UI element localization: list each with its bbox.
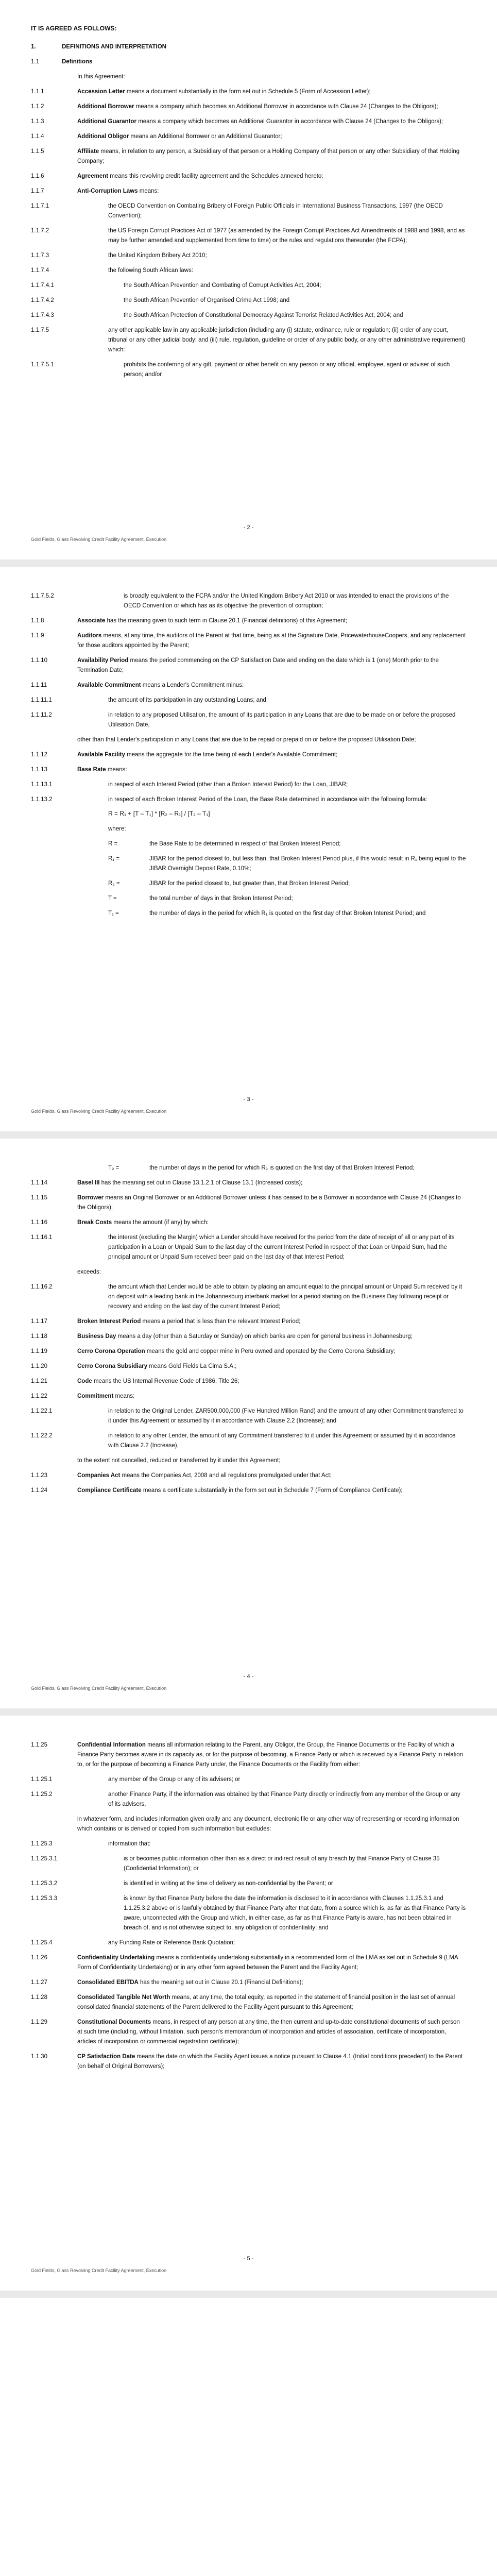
definition-anti-corruption-laws: 1.1.7 Anti-Corruption Laws means: — [31, 188, 159, 194]
clause-1-1-heading: 1.1 Definitions — [31, 59, 93, 65]
subclause-1-1-7-5-1: 1.1.7.5.1 prohibits the conferring of any gift, payment or other benefit on any person or any official, employee, agent or adviser of such person; and/or — [31, 362, 450, 378]
base-rate-formula: R = R₁ + [T – T₁] * [R₂ – R₁] / [T₂ – T₁] — [108, 810, 210, 817]
definition-base-rate: 1.1.13 Base Rate means: — [31, 767, 127, 773]
subclause-1-1-7-1: 1.1.7.1 the OECD Convention on Combating Bribery of Foreign Public Officials in International Business Transactions, 1997 (the OECD Convention); — [31, 203, 443, 219]
definition-cerro-corona-subsidiary: 1.1.20 Cerro Corona Subsidiary means Gold Fields La Cima S.A.; — [31, 1363, 237, 1369]
definition-associate: 1.1.8 Associate has the meaning given to such term in Clause 20.1 (Financial definitions) of this Agreement; — [31, 618, 348, 624]
formula-variable-r2: R₂ = JIBAR for the period closest to, but greater than, that Broken Interest Period; — [108, 880, 350, 887]
page-number: - 3 - — [243, 1096, 254, 1103]
subclause-1-1-7-5: 1.1.7.5 any other applicable law in any applicable jurisdiction (including any (i) statute, ordinance, rule or regulation; (ii) order of any court, tribunal or any other judicial body; and (iii) rule, regulation, guideline or order of any public body, or any other administrative requirement) which: — [31, 327, 466, 353]
where-label: where: — [108, 826, 126, 832]
definition-available-commitment: 1.1.11 Available Commitment means a Lender's Commitment minus: — [31, 682, 244, 688]
definition-auditors: 1.1.9 Auditors means, at any time, the auditors of the Parent at that time, being as at the Signature Date, PricewaterhouseCoopers, and any replacement for those auditors appointed by the Parent; — [31, 633, 466, 649]
definition-broken-interest-period: 1.1.17 Broken Interest Period means a period that is less than the relevant Interest Period; — [31, 1318, 301, 1325]
definition-accession-letter: 1.1.1 Accession Letter means a document substantially in the form set out in Schedule 5 (Form of Accession Letter); — [31, 89, 371, 95]
confidential-information-mid: in whatever form, and includes information given orally and any document, electronic file or any other way of representing or recording information which contains or is derived or copied from such information but excludes: — [77, 1816, 459, 1832]
subclause-1-1-25-2: 1.1.25.2 another Finance Party, if the information was obtained by that Finance Party directly or indirectly from any member of the Group or any of its advisers, — [31, 1791, 460, 1807]
definition-companies-act: 1.1.23 Companies Act means the Companies Act, 2008 and all regulations promulgated under that Act; — [31, 1472, 332, 1479]
document-page-4 — [0, 1716, 497, 2298]
subclause-1-1-16-1: 1.1.16.1 the interest (excluding the Margin) which a Lender should have received for the period from the date of receipt of all or any part of its participation in a Loan or Unpaid Sum to the last day of the current Interest Period in respect of that Loan or Unpaid Sum, had the principal amount or Unpaid Sum received been paid on the last day of that Interest Period; — [31, 1234, 455, 1260]
subclause-1-1-25-3-2: 1.1.25.3.2 is identified in writing at the time of delivery as non-confidential by the Parent; or — [31, 1880, 333, 1887]
definition-consolidated-ebitda: 1.1.27 Consolidated EBITDA has the meaning set out in Clause 20.1 (Financial Definitions); — [31, 1979, 303, 1986]
section-1-heading: 1. DEFINITIONS AND INTERPRETATION — [31, 44, 166, 50]
page-footer: Gold Fields, Glass Revolving Credit Facility Agreement, Execution — [31, 2268, 167, 2273]
exceeds-label: exceeds: — [77, 1269, 101, 1275]
subclause-1-1-13-2: 1.1.13.2 in respect of each Broken Interest Period of the Loan, the Base Rate determined in accordance with the following formula: — [31, 796, 427, 803]
definition-available-facility: 1.1.12 Available Facility means the aggregate for the time being of each Lender's Available Commitment; — [31, 752, 338, 758]
subclause-1-1-7-3: 1.1.7.3 the United Kingdom Bribery Act 2010; — [31, 252, 207, 259]
formula-variable-r: R = the Base Rate to be determined in respect of that Broken Interest Period; — [108, 841, 341, 847]
subclause-1-1-25-3-3: 1.1.25.3.3 is known by that Finance Party before the date the information is disclosed to it in accordance with Clauses 1.1.25.3.1 and 1.1.25.3.2 above or is lawfully obtained by that Finance Party after that date, from a source which is, as far as that Finance Party is aware, unconnected with the Group and which, in either case, as far as that Finance Party is aware, has not been obtained in breach of, and is not otherwise subject to, any obligation of confidentiality; and — [31, 1895, 466, 1931]
subclause-1-1-11-1: 1.1.11.1 the amount of its participation in any outstanding Loans; and — [31, 697, 266, 703]
subclause-1-1-7-4-2: 1.1.7.4.2 the South African Prevention of Organised Crime Act 1998; and — [31, 297, 290, 303]
definition-additional-guarantor: 1.1.3 Additional Guarantor means a company which becomes an Additional Guarantor in accordance with Clause 24 (Changes to the Obligors); — [31, 118, 443, 125]
definition-additional-obligor: 1.1.4 Additional Obligor means an Additional Borrower or an Additional Guarantor; — [31, 133, 282, 140]
definition-availability-period: 1.1.10 Availability Period means the period commencing on the CP Satisfaction Date and ending on the date which is 1 (one) Month prior to the Termination Date; — [31, 657, 439, 673]
subclause-1-1-25-3: 1.1.25.3 information that: — [31, 1841, 151, 1847]
definitions-intro: In this Agreement: — [77, 74, 125, 80]
definition-additional-borrower: 1.1.2 Additional Borrower means a company which becomes an Additional Borrower in accordance with Clause 24 (Changes to the Obligors); — [31, 104, 438, 110]
subclause-1-1-11-2: 1.1.11.2 in relation to any proposed Utilisation, the amount of its participation in any Loans that are due to be made on or before the proposed Utilisation Date, — [31, 712, 456, 728]
formula-variable-t: T = the total number of days in that Broken Interest Period; — [108, 895, 293, 902]
document-page-5-continuation — [0, 2298, 497, 2576]
subclause-1-1-7-4: 1.1.7.4 the following South African laws: — [31, 267, 193, 274]
subclause-1-1-16-2: 1.1.16.2 the amount which that Lender would be able to obtain by placing an amount equal to the principal amount or Unpaid Sum received by it on deposit with a leading bank in the Johannesburg interbank market for a period starting on the Business Day following receipt or recovery and ending on the last day of the current Interest Period; — [31, 1284, 462, 1310]
subclause-1-1-25-3-1: 1.1.25.3.1 is or becomes public information other than as a direct or indirect result of any breach by that Finance Party of Clause 35 (Confidential Information); or — [31, 1856, 440, 1872]
page-number: - 4 - — [243, 1673, 254, 1680]
definition-basel-iii: 1.1.14 Basel III has the meaning set out in Clause 13.1.2.1 of Clause 13.1 (Increased costs); — [31, 1180, 303, 1186]
definition-agreement: 1.1.6 Agreement means this revolving credit facility agreement and the Schedules annexed hereto; — [31, 173, 323, 179]
available-commitment-tail: other than that Lender's participation in any Loans that are due to be repaid or prepaid on or before the proposed Utilisation Date; — [77, 737, 416, 743]
subclause-1-1-25-1: 1.1.25.1 any member of the Group or any of its advisers; or — [31, 1776, 241, 1783]
subclause-1-1-13-1: 1.1.13.1 in respect of each Interest Period (other than a Broken Interest Period) for the Loan, JIBAR; — [31, 782, 348, 788]
definition-break-costs: 1.1.16 Break Costs means the amount (if any) by which: — [31, 1219, 209, 1226]
document-page-3 — [0, 1139, 497, 1716]
document-page-1 — [0, 0, 497, 567]
subclause-1-1-25-4: 1.1.25.4 any Funding Rate or Reference Bank Quotation; — [31, 1940, 235, 1946]
subclause-1-1-22-1: 1.1.22.1 in relation to the Original Lender, ZAR500,000,000 (Five Hundred Million Rand) and the amount of any other Commitment transferred to it under this Agreement or assumed by it in accordance with Clause 2.2 (Increase); and — [31, 1408, 464, 1424]
formula-variable-r1: R₁ = JIBAR for the period closest to, but less than, that Broken Interest Period plus, if this would result in R₁ being equal to the JIBAR Overnight Deposit Rate, 0.10%; — [108, 856, 466, 872]
definition-cp-satisfaction-date: 1.1.30 CP Satisfaction Date means the date on which the Facility Agent issues a notice pursuant to Clause 4.1 (Initial conditions precedent) to the Parent (on behalf of Original Borrowers); — [31, 2054, 463, 2070]
formula-variable-t2: T₂ = the number of days in the period for which R₂ is quoted on the first day of that Broken Interest Period; — [108, 1165, 415, 1171]
page-footer: Gold Fields, Glass Revolving Credit Facility Agreement, Execution — [31, 1109, 167, 1114]
page-footer: Gold Fields, Glass Revolving Credit Facility Agreement, Execution — [31, 1686, 167, 1691]
definition-consolidated-tangible-net-worth: 1.1.28 Consolidated Tangible Net Worth means, at any time, the total equity, as reported in the statement of financial position in the last set of annual consolidated financial statements of the Parent delivered to the Facility Agent pursuant to this Agreement; — [31, 1994, 455, 2010]
definition-affiliate: 1.1.5 Affiliate means, in relation to any person, a Subsidiary of that person or a Holding Company of that person or any other Subsidiary of that Holding Company; — [31, 148, 460, 164]
subclause-1-1-7-4-1: 1.1.7.4.1 the South African Prevention and Combating of Corrupt Activities Act, 2004; — [31, 282, 321, 289]
subclause-1-1-7-2: 1.1.7.2 the US Foreign Corrupt Practices Act of 1977 (as amended by the Foreign Corrupt Practices Act Amendments of 1988 and 1998, and as may be further amended and supplemented from time to time) or the rules and regulations thereunder (the FCPA); — [31, 228, 465, 244]
definition-confidential-information: 1.1.25 Confidential Information means all information relating to the Parent, any Obligor, the Group, the Finance Documents or the Facility of which a Finance Party becomes aware in its capacity as, or for the purpose of becoming, a Finance Party or which is received by a Finance Party in relation to, or for the purpose of becoming a Finance Party under, the Finance Documents or the Facility from either: — [31, 1742, 464, 1768]
subclause-1-1-7-5-2: 1.1.7.5.2 is broadly equivalent to the FCPA and/or the United Kingdom Bribery Act 2010 or was intended to enact the provisions of the OECD Convention or which has as its objective the prevention of corruption; — [31, 593, 449, 609]
definition-constitutional-documents: 1.1.29 Constitutional Documents means, in respect of any person at any time, the then current and up-to-date constitutional documents of such person at such time (including, without limitation, such person's memorandum of incorporation and articles of association, certificate of incorporation, articles of incorporation or commercial registration certificate); — [31, 2019, 460, 2045]
document-page-2 — [0, 567, 497, 1139]
definition-borrower: 1.1.15 Borrower means an Original Borrower or an Additional Borrower unless it has ceased to be a Borrower in accordance with Clause 24 (Changes to the Obligors); — [31, 1195, 461, 1211]
page-number: - 5 - — [243, 2256, 254, 2262]
definition-cerro-corona-operation: 1.1.19 Cerro Corona Operation means the gold and copper mine in Peru owned and operated by the Cerro Corona Subsidiary; — [31, 1348, 396, 1354]
agreement-heading: IT IS AGREED AS FOLLOWS: — [31, 25, 117, 32]
definition-confidentiality-undertaking: 1.1.26 Confidentiality Undertaking means a confidentiality undertaking substantially in a recommended form of the LMA as set out in Schedule 9 (LMA Form of Confidentiality Undertaking) or in any other form agreed between the Parent and the Facility Agent; — [31, 1955, 458, 1971]
commitment-tail: to the extent not cancelled, reduced or transferred by it under this Agreement; — [77, 1458, 281, 1464]
definition-compliance-certificate: 1.1.24 Compliance Certificate means a certificate substantially in the form set out in Schedule 7 (Form of Compliance Certificate); — [31, 1487, 403, 1494]
page-number: - 2 - — [243, 524, 254, 531]
page-footer: Gold Fields, Glass Revolving Credit Facility Agreement, Execution — [31, 537, 167, 542]
subclause-1-1-22-2: 1.1.22.2 in relation to any other Lender, the amount of any Commitment transferred to it under this Agreement or assumed by it in accordance with Clause 2.2 (Increase), — [31, 1433, 456, 1449]
definition-code: 1.1.21 Code means the US Internal Revenue Code of 1986, Title 26; — [31, 1378, 239, 1384]
definition-business-day: 1.1.18 Business Day means a day (other than a Saturday or Sunday) on which banks are open for general business in Johannesburg; — [31, 1333, 413, 1340]
definition-commitment: 1.1.22 Commitment means: — [31, 1393, 135, 1399]
subclause-1-1-7-4-3: 1.1.7.4.3 the South African Protection of Constitutional Democracy Against Terrorist Related Activities Act, 2004; and — [31, 312, 403, 318]
formula-variable-t1: T₁ = the number of days in the period for which R₁ is quoted on the first day of that Broken Interest Period; and — [108, 910, 426, 917]
